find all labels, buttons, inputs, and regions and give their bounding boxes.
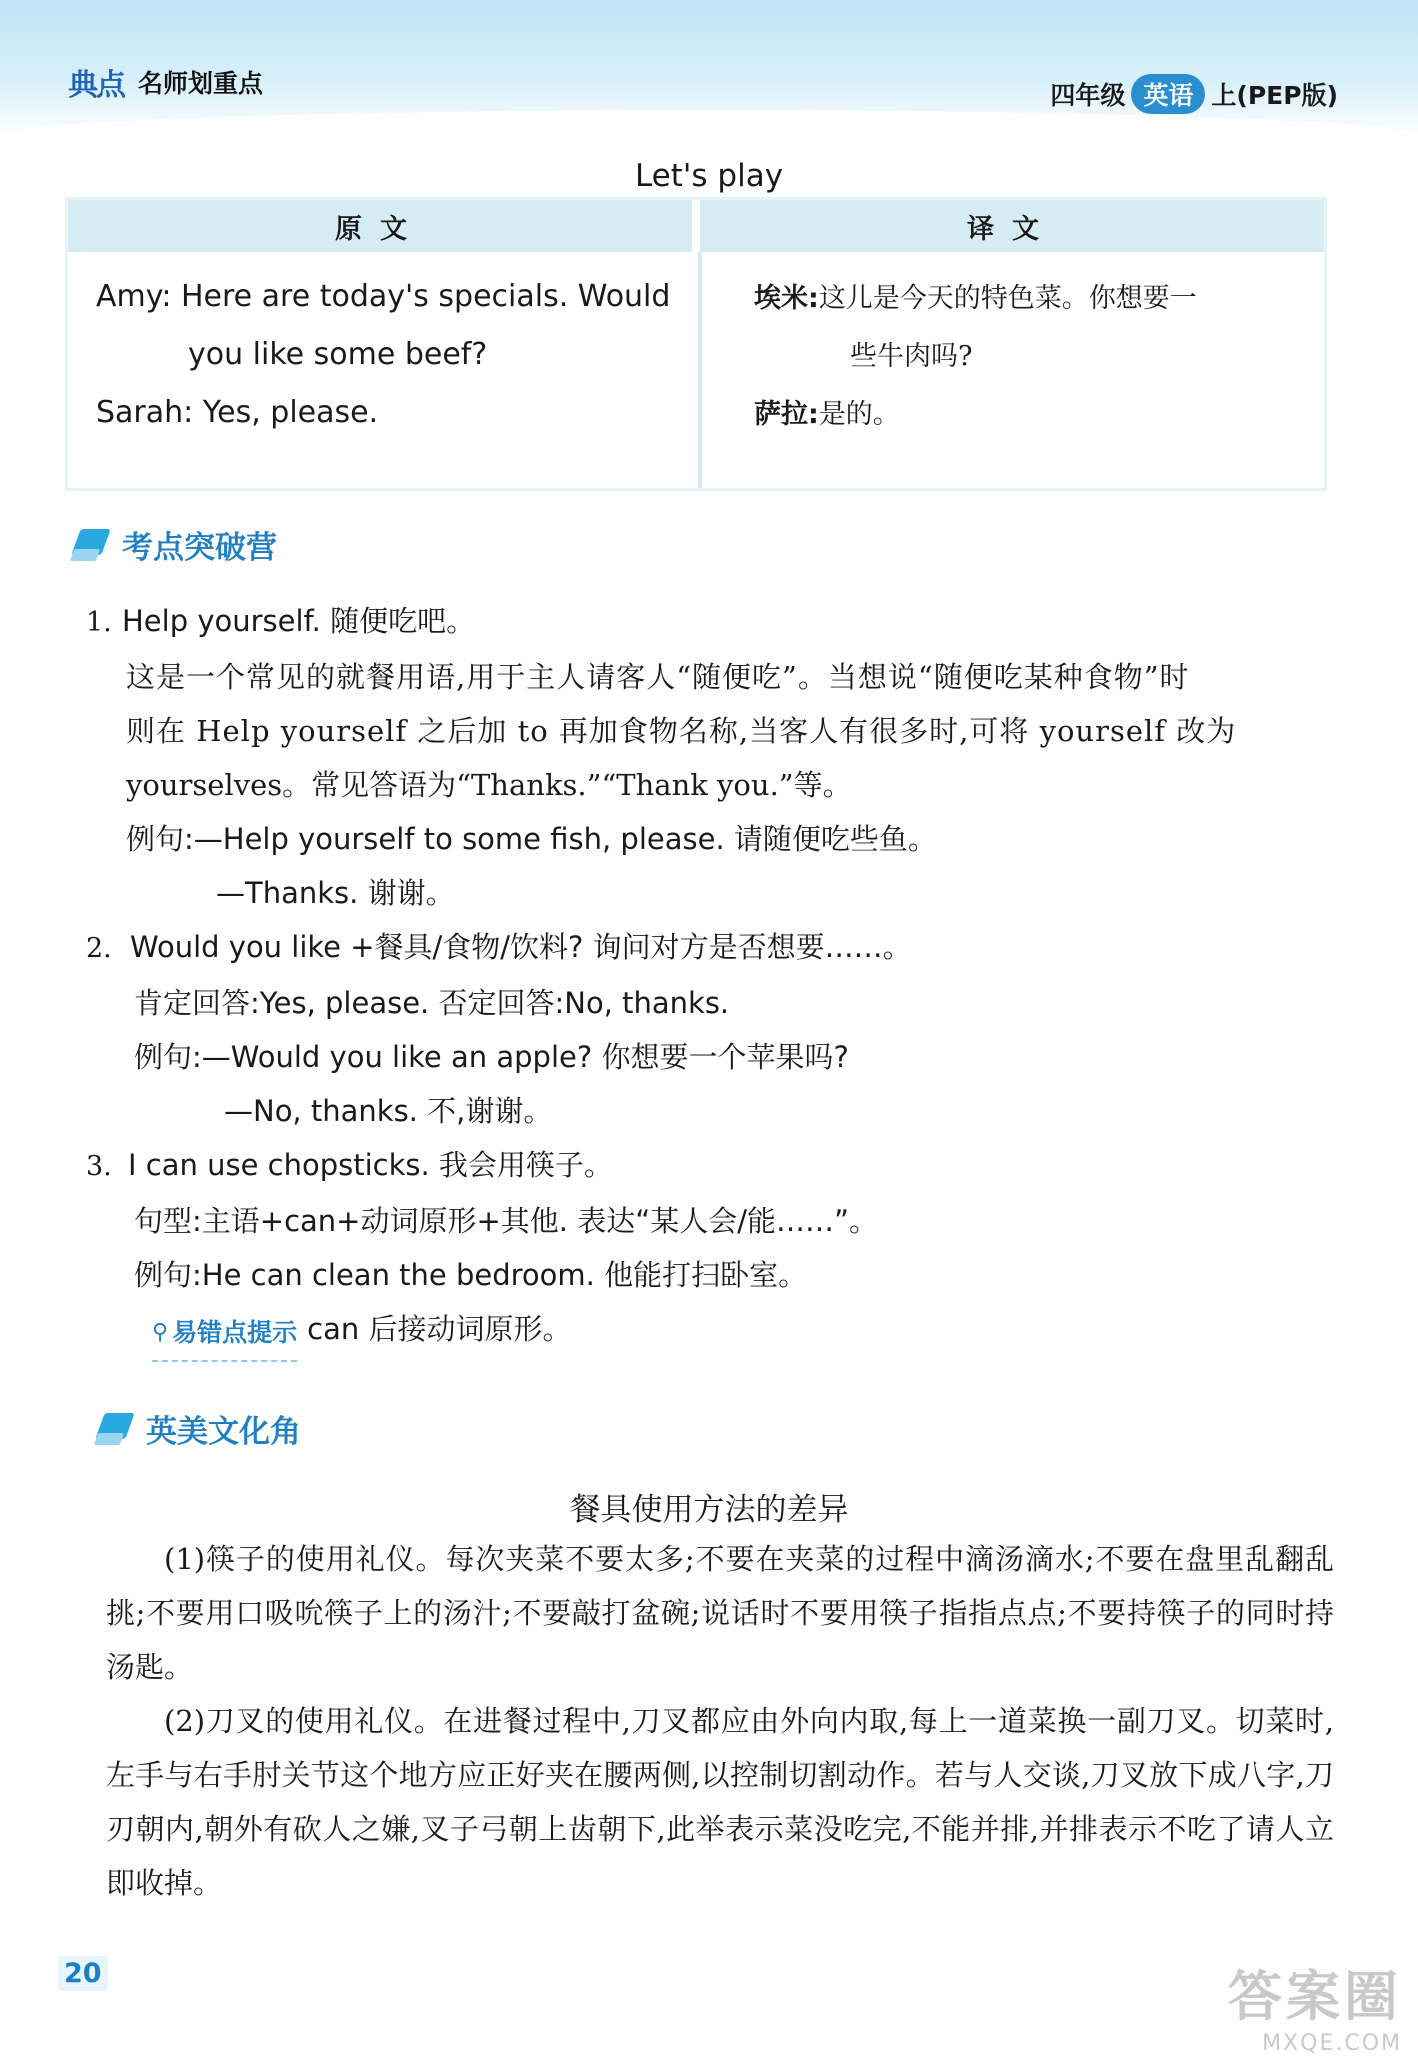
watermark	[1228, 1954, 1402, 2056]
dialog-table	[68, 200, 1324, 488]
culture-text	[106, 1532, 1334, 1910]
translation-amy-2: 些牛肉吗?	[850, 341, 973, 372]
brand-logo: 典点	[68, 68, 124, 103]
original-line: Amy: Here are today's specials. Would	[96, 279, 671, 314]
section-title: 考点突破营	[122, 530, 277, 566]
speaker-amy: 埃米:	[754, 283, 819, 314]
example: 例句:—Help yourself to some fish, please. 请随便吃些鱼。	[126, 822, 937, 856]
lets-play-title: Let's play	[634, 158, 784, 194]
hint-label: ⚲ 易错点提示	[152, 1306, 297, 1362]
example: 例句:He can clean the bedroom. 他能打扫卧室。	[134, 1258, 808, 1292]
section-exam-points	[72, 522, 277, 567]
translation-line	[754, 386, 1314, 444]
original-text	[96, 268, 686, 442]
translation-sarah: 是的。	[818, 399, 900, 430]
item-text: 则在 Help yourself 之后加 to 再加食物名称,当客人有很多时,可将 yourself 改为	[126, 714, 1237, 748]
error-hint	[86, 1302, 1336, 1362]
grade-text: 四年级	[1050, 81, 1126, 110]
col-original: 原文	[68, 200, 692, 252]
item-number: 3.	[86, 1151, 112, 1182]
original-line: Sarah: Yes, please.	[96, 395, 379, 430]
translation-text	[754, 270, 1314, 444]
watermark-logo: 答案圈	[1228, 1965, 1402, 2028]
exam-points-content	[86, 594, 1336, 1362]
col-translation: 译文	[700, 200, 1324, 252]
subject-badge: 英语	[1131, 74, 1205, 114]
item-heading: 2. Would you like +餐具/食物/饮料? 询问对方是否想要……。	[86, 920, 1336, 976]
dialog-table-header	[68, 200, 1324, 252]
item-text: 句型:主语+can+动词原形+其他. 表达“某人会/能……”。	[134, 1204, 879, 1238]
example: —No, thanks. 不,谢谢。	[224, 1094, 553, 1128]
item-heading: 3. I can use chopsticks. 我会用筷子。	[86, 1138, 1336, 1194]
brand	[64, 60, 263, 104]
column-divider	[698, 252, 702, 488]
grade-label	[1050, 74, 1338, 114]
book-icon	[96, 1411, 138, 1447]
watermark-url: MXQE.COM	[1262, 2031, 1402, 2056]
section-culture-corner	[96, 1406, 301, 1451]
speaker-sarah: 萨拉:	[754, 399, 819, 430]
magnifier-icon: ⚲	[152, 1320, 169, 1345]
item-text: 肯定回答:Yes, please. 否定回答:No, thanks.	[134, 986, 730, 1020]
volume-text: 上(PEP版)	[1211, 81, 1338, 110]
item-text: 这是一个常见的就餐用语,用于主人请客人“随便吃”。当想说“随便吃某种食物”时	[126, 660, 1190, 694]
culture-subtitle: 餐具使用方法的差异	[569, 1492, 849, 1528]
example: 例句:—Would you like an apple? 你想要一个苹果吗?	[134, 1040, 849, 1074]
page-number: 20	[58, 1956, 108, 1991]
section-title: 英美文化角	[146, 1414, 301, 1450]
translation-line	[754, 270, 1314, 328]
example: —Thanks. 谢谢。	[216, 876, 455, 910]
book-icon	[72, 527, 114, 563]
brand-subtitle: 名师划重点	[138, 69, 264, 98]
hint-text: can 后接动词原形。	[307, 1312, 572, 1346]
item-number: 2.	[86, 933, 112, 964]
translation-amy-1: 这儿是今天的特色菜。你想要一	[818, 283, 1197, 314]
item-number: 1.	[86, 607, 112, 638]
culture-paragraph: (1)筷子的使用礼仪。每次夹菜不要太多;不要在夹菜的过程中滴汤滴水;不要在盘里乱翻乱挑;不要用口吸吮筷子上的汤汁;不要敲打盆碗;说话时不要用筷子指指点点;不要持筷子的同时持汤匙。	[106, 1542, 1334, 1684]
original-line: you like some beef?	[188, 337, 488, 372]
culture-paragraph: (2)刀叉的使用礼仪。在进餐过程中,刀叉都应由外向内取,每上一道菜换一副刀叉。切菜时,左手与右手肘关节这个地方应正好夹在腰两侧,以控制切割动作。若与人交谈,刀叉放下成八字,刀刃朝内,朝外有砍人之嫌,叉子弓朝上齿朝下,此举表示菜没吃完,不能并排,并排表示不吃了请人立即收掉。	[106, 1704, 1334, 1900]
item-text: yourselves。常见答语为“Thanks.”“Thank you.”等。	[126, 768, 852, 802]
item-heading: 1. Help yourself. 随便吃吧。	[86, 594, 1336, 650]
